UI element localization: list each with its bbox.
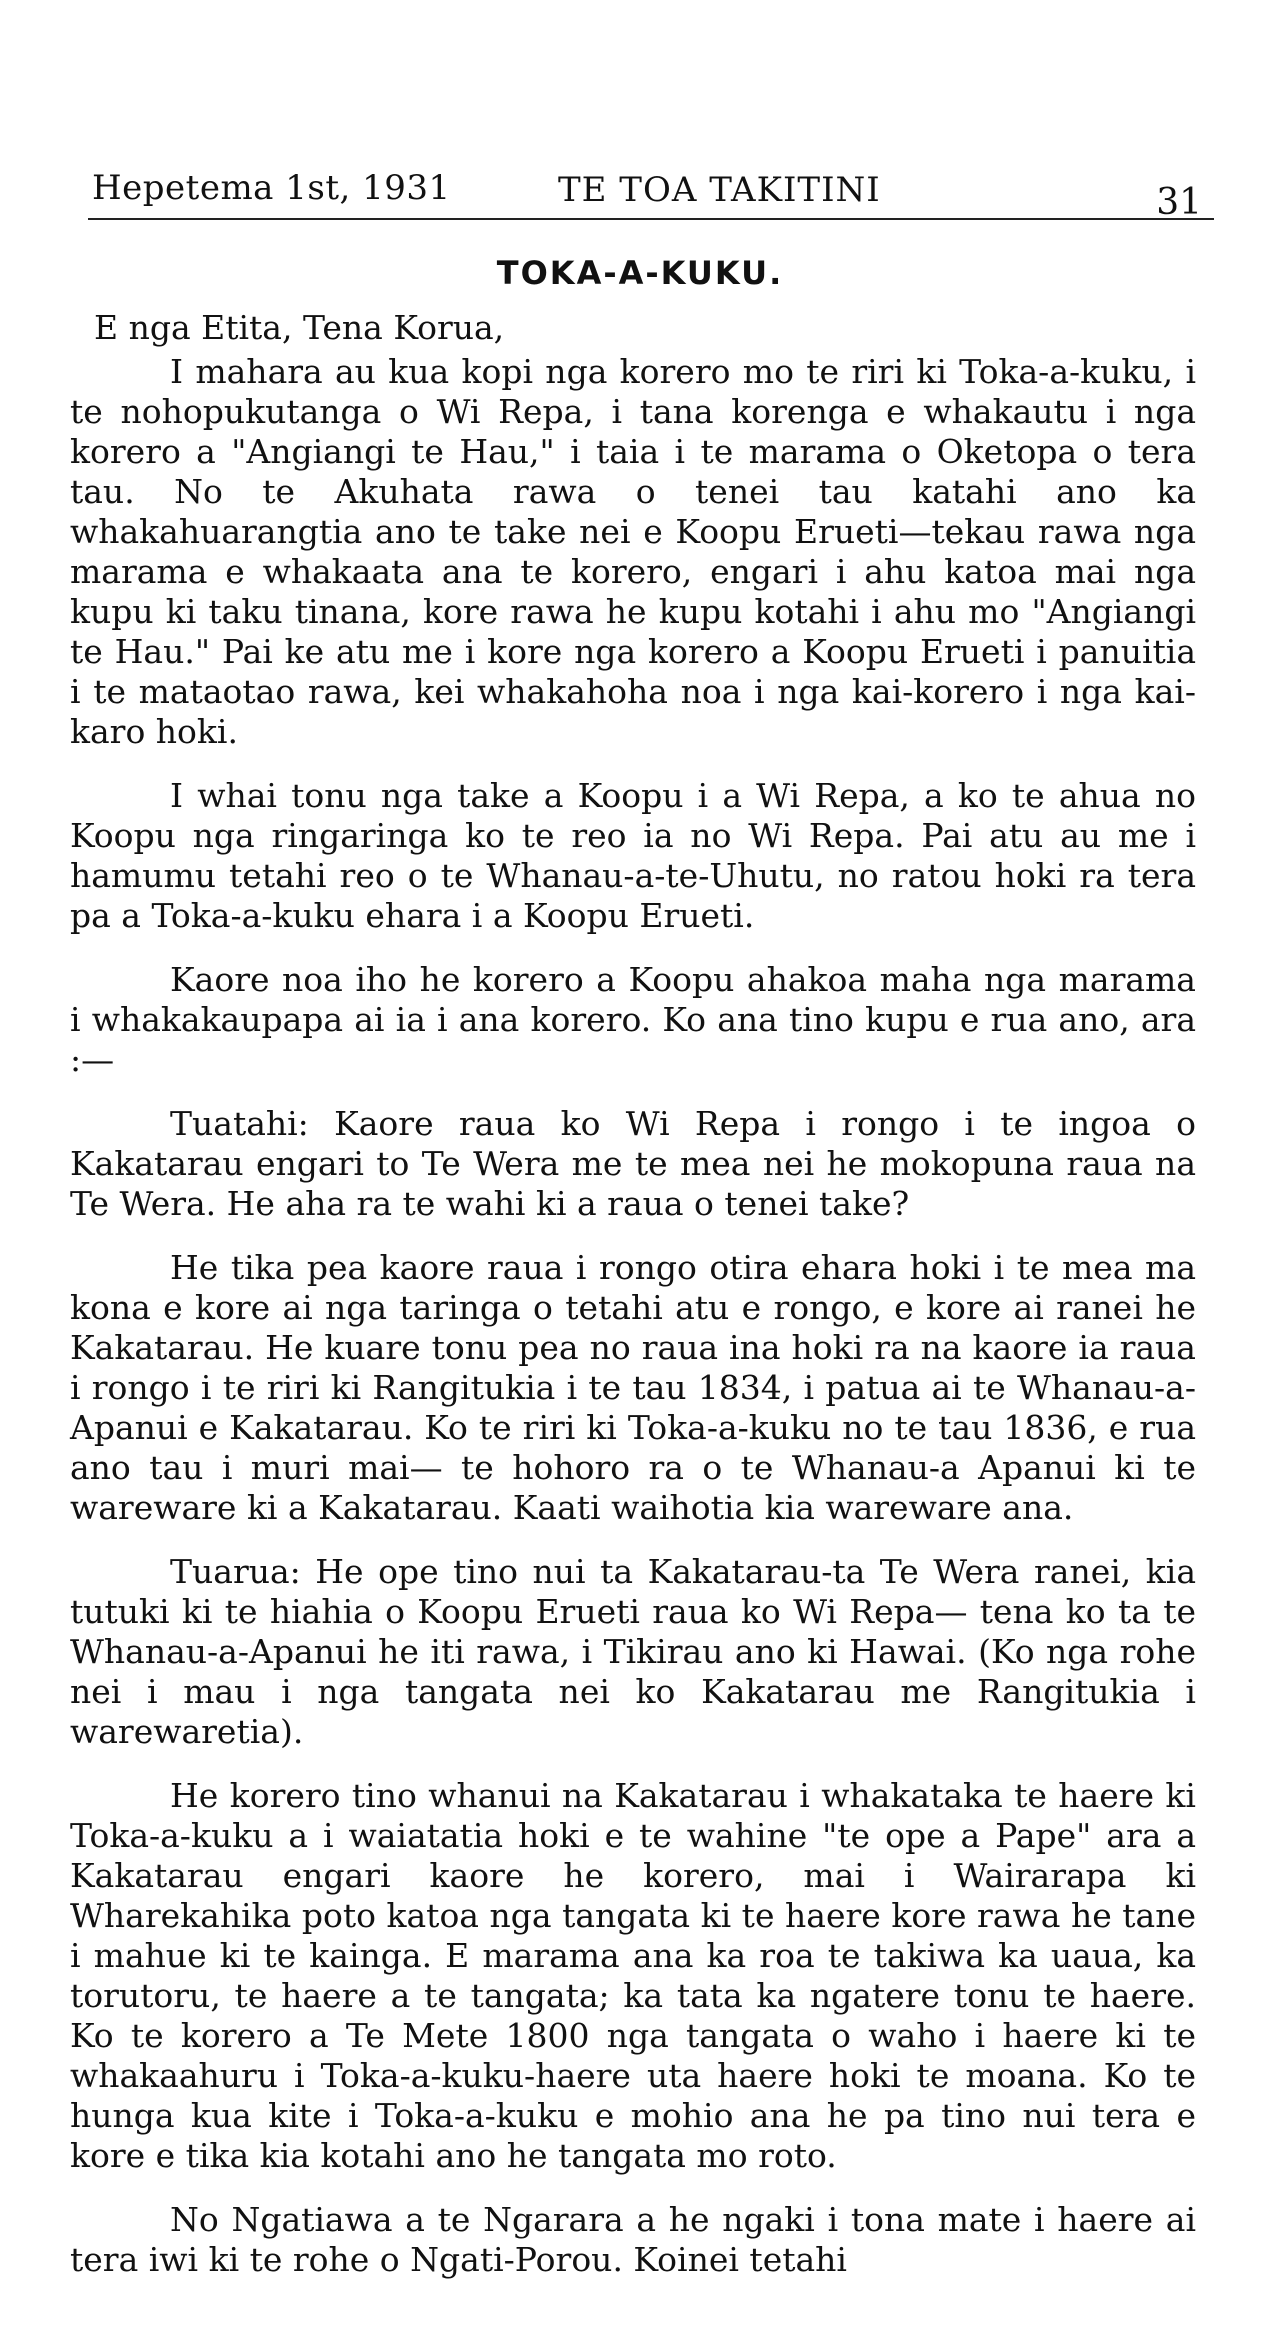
paragraph: He tika pea kaore raua i rongo otira ehara hoki i te mea ma kona e kore ai nga taringa o tetahi atu e rongo, e kore ai ranei he Kakatarau. He kuare tonu pea no raua ina hoki ra na kaore ia raua i rongo i te riri ki Rangitukia i te tau 1834, i patua ai te Whanau-a-Apanui e Kakatarau. Ko te riri ki Toka-a-kuku no te tau 1836, e rua ano tau i muri mai— te hohoro ra o te Whanau-a Apanui ki te wareware ki a Kakatarau. Kaati waihotia kia wareware ana. [70,1248,1196,1527]
article-title: TOKA-A-KUKU. [496,254,784,292]
paragraph: Tuarua: He ope tino nui ta Kakatarau-ta Te Wera ranei, kia tutuki ki te hiahia o Koopu Erueti raua ko Wi Repa— tena ko ta te Whanau-a-Apanui he iti rawa, i Tikirau ano ki Hawai. (Ko nga rohe nei i mau i nga tangata nei ko Kakatarau me Rangitukia i warewaretia). [70,1552,1196,1751]
paragraph: I mahara au kua kopi nga korero mo te riri ki Toka-a-kuku, i te nohopukutanga o Wi Repa, i tana korenga e whakautu i nga korero a "Angiangi te Hau," i taia i te marama o Oketopa o tera tau. No te Akuhata rawa o tenei tau katahi ano ka whakahuarangtia ano te take nei e Koopu Erueti—tekau rawa nga marama e whakaata ana te korero, engari i ahu katoa mai nga kupu ki taku tinana, kore rawa he kupu kotahi i ahu mo "Angiangi te Hau." Pai ke atu me i kore nga korero a Koopu Erueti i panuitia i te mataotao rawa, kei whakahoha noa i nga kai-korero i nga kai-karo hoki. [70,352,1196,751]
issue-date: Hepetema 1st, 1931 [92,168,451,208]
paragraph: He korero tino whanui na Kakatarau i whakataka te haere ki Toka-a-kuku a i waiatatia hoki e te wahine "te ope a Pape" ara a Kakatarau engari kaore he korero, mai i Wairarapa ki Wharekahika poto katoa nga tangata ki te haere kore rawa he tane i mahue ki te kainga. E marama ana ka roa te takiwa ka uaua, ka torutoru, te haere a te tangata; ka tata ka ngatere tonu te haere. Ko te korero a Te Mete 1800 nga tangata o waho i haere ki te whakaahuru i Toka-a-kuku-haere uta haere hoki te moana. Ko te hunga kua kite i Toka-a-kuku e mohio ana he pa tino nui tera e kore e tika kia kotahi ano he tangata mo roto. [70,1776,1196,2175]
running-header [88,160,1214,223]
paragraph: Kaore noa iho he korero a Koopu ahakoa maha nga marama i whakakaupapa ai ia i ana korero. Ko ana tino kupu e rua ano, ara :— [70,960,1196,1079]
paragraph: No Ngatiawa a te Ngarara a he ngaki i tona mate i haere ai tera iwi ki te rohe o Ngati-Porou. Koinei tetahi [70,2200,1196,2279]
journal-title: TE TOA TAKITINI [558,170,881,210]
paragraph: Tuatahi: Kaore raua ko Wi Repa i rongo i te ingoa o Kakatarau engari to Te Wera me te mea nei he mokopuna raua na Te Wera. He aha ra te wahi ki a raua o tenei take? [70,1104,1196,1223]
paragraph: I whai tonu nga take a Koopu i a Wi Repa, a ko te ahua no Koopu nga ringaringa ko te reo ia no Wi Repa. Pai atu au me i hamumu tetahi reo o te Whanau-a-te-Uhutu, no ratou hoki ra tera pa a Toka-a-kuku ehara i a Koopu Erueti. [70,776,1196,935]
article-body [70,352,1196,2300]
salutation: E nga Etita, Tena Korua, [94,308,505,347]
page-number: 31 [1156,182,1202,223]
